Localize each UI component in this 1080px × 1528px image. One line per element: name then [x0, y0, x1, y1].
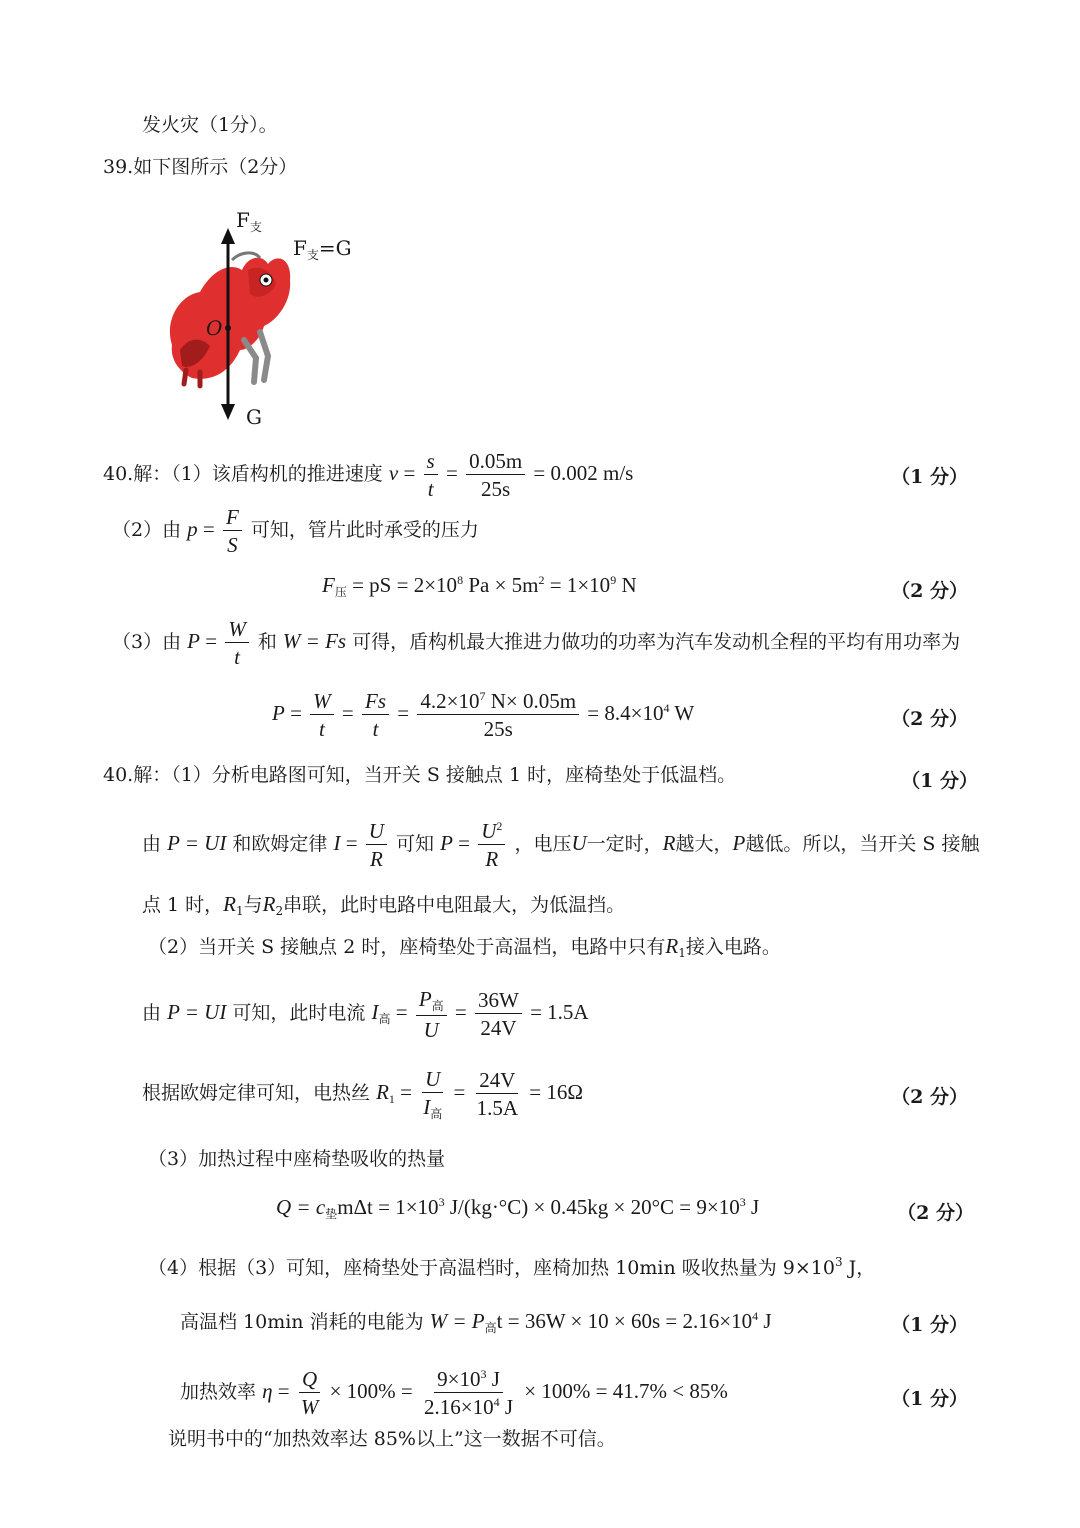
heat-equation: $Q = c_垫m\Delta t = 1\times 10^3$ $J/(kg\cdot^\circ C) \times 0.45kg \times 20^\circ C = 9\times 10^3$ J [276, 1195, 760, 1221]
q40-part3-intro: （3）由 P = $\frac{W}{t}$ 和 W = Fs 可得，盾构机最大推进力做功的功率为汽车发动机全程的平均有用功率为 [112, 617, 961, 670]
power-equation: P = $\frac{W}{t}$ = $\frac{Fs}{t}$ = $\frac{4.2\times 10^7 N\times 0.05m}{25s}$ = $8.4\times 10^4$ W [272, 689, 695, 742]
ohm-law-reasoning: 由 P = UI 和欧姆定律 I = $\frac{U}{R}$ 可知 P = $\frac{U^2}{R}$ ，电压U一定时，R越大，P越低。所以，当开关 S 接触 [142, 819, 980, 872]
lion-pupil [264, 278, 269, 283]
score-6: （2 分） [897, 1202, 974, 1224]
efficiency-equation: 加热效率 η = $\frac{Q}{W}$ × 100% = $\frac{9\times 10^3 J}{2.16\times 10^4 J}$ × 100% = 41.7% < 85% [180, 1367, 728, 1420]
score-4: （1 分） [901, 770, 978, 792]
q39-heading: 39.如下图所示（2分） [103, 156, 298, 178]
score-3: （2 分） [891, 708, 968, 730]
q40-part2-intro: （2）由 p = $\frac{F}{S}$ 可知，管片此时承受的压力 [112, 505, 479, 558]
q40b-part3-intro: （3）加热过程中座椅垫吸收的热量 [148, 1148, 446, 1170]
lion-dancer-illustration [160, 200, 360, 432]
q40b-part1: 40.解：（1）分析电路图可知，当开关 S 接触点 1 时，座椅垫处于低温档。 [103, 764, 737, 786]
q40-part1-speed: 40.解：（1）该盾构机的推进速度 v = $\frac{s}{t}$ = $\frac{0.05m}{25s}$ = 0.002 m/s [103, 449, 634, 502]
conclusion-line: 说明书中的“加热效率达 85%以上”这一数据不可信。 [168, 1428, 616, 1450]
resistance-equation: 根据欧姆定律可知，电热丝 $R_1$ = $\frac{U}{I_高}$ = $\frac{24V}{1.5A}$ = 16Ω [142, 1067, 583, 1122]
q40b-part4-intro: （4）根据（3）可知，座椅垫处于高温档时，座椅加热 10min 吸收热量为 $9\times 10^3$ J， [148, 1255, 876, 1279]
lion-dance-force-diagram [160, 200, 360, 432]
series-conclusion: 点 1 时，$R_1$与$R_2$串联，此时电路中电阻最大，为低温挡。 [142, 892, 626, 918]
q40b-part2-intro: （2）当开关 S 接触点 2 时，座椅垫处于高温档，电路中只有$R_1$接入电路。 [148, 934, 781, 960]
label-o: O [206, 316, 223, 340]
label-f-support: $F_支$ [236, 208, 262, 234]
up-arrow-head [221, 228, 235, 244]
score-1: （1 分） [891, 466, 968, 488]
score-7: （1 分） [891, 1314, 968, 1336]
score-5: （2 分） [891, 1086, 968, 1108]
score-2: （2 分） [891, 580, 968, 602]
current-equation: 由 P = UI 可知，此时电流 $I_高$ = $\frac{P_高}{U}$ = $\frac{36W}{24V}$ = 1.5A [142, 987, 589, 1042]
score-8: （1 分） [891, 1388, 968, 1410]
pressure-force-equation: $F_压$ = pS = $2\times 10^8$ $Pa \times 5m^2 = 1\times 10^9$ N [322, 573, 637, 599]
down-arrow-head [221, 404, 235, 420]
label-f-equals-g: $F_支=G$ [293, 236, 352, 262]
energy-equation: 高温档 10min 消耗的电能为 $W = P_高t = 36W \times 10 \times 60s = 2.16\times 10^4$ J [180, 1309, 772, 1335]
center-point [225, 325, 231, 331]
text-line-fire: 发火灾（1分）。 [142, 114, 278, 136]
label-g: G [246, 405, 262, 429]
